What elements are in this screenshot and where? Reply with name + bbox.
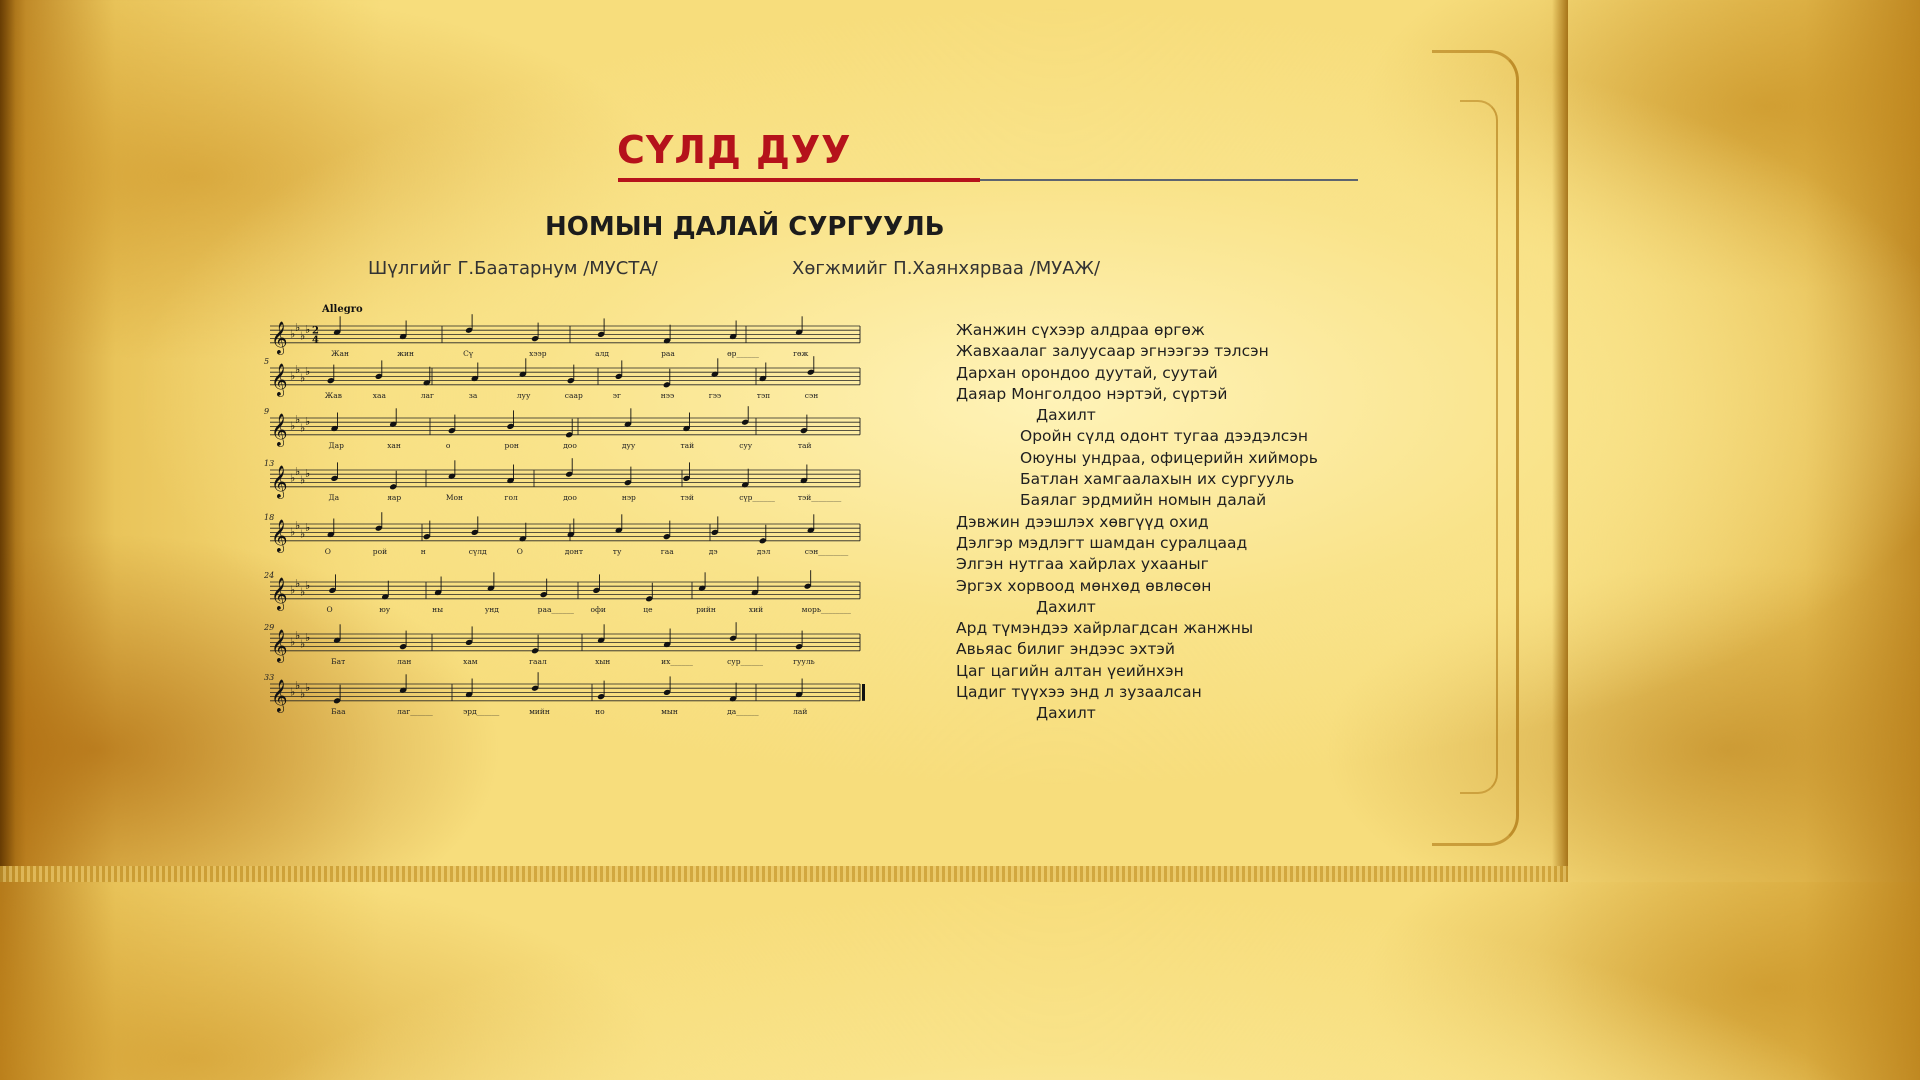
flat-icon: ♭ xyxy=(295,679,301,693)
flat-icon: ♭ xyxy=(300,527,306,541)
tempo-marking: Allegro xyxy=(322,304,363,315)
score-syllable: О xyxy=(326,604,333,614)
ornament-frame-inner xyxy=(1460,100,1498,794)
score-syllable: яар xyxy=(387,492,402,502)
flat-icon: ♭ xyxy=(305,365,311,379)
measure-number: 9 xyxy=(264,407,270,416)
lyrics-block xyxy=(956,320,1376,725)
flat-icon: ♭ xyxy=(295,363,301,377)
flat-icon: ♭ xyxy=(300,473,306,487)
treble-clef-icon: 𝄞 xyxy=(271,628,288,662)
measure-number: 5 xyxy=(264,357,270,366)
flat-icon: ♭ xyxy=(295,519,301,533)
score-syllable: доо xyxy=(563,492,577,502)
score-syllable: өр______ xyxy=(727,348,759,358)
score-syllable: дуу xyxy=(621,440,636,450)
flat-icon: ♭ xyxy=(295,321,301,335)
score-syllable: саар xyxy=(564,390,583,400)
score-syllable: тэп xyxy=(756,390,771,400)
score-syllable: тэй________ xyxy=(797,492,842,502)
score-syllable: хам xyxy=(463,656,478,666)
score-syllable: Жан xyxy=(331,348,350,358)
lyric-line: Оройн сүлд одонт тугаа дээдэлсэн xyxy=(1020,427,1308,446)
score-syllable: гээ xyxy=(708,390,722,400)
score-syllable: О xyxy=(324,546,331,556)
flat-icon: ♭ xyxy=(290,685,296,699)
measure-number: 13 xyxy=(264,459,275,468)
music-credit: Хөгжмийг П.Хаянхярваа /МУАЖ/ xyxy=(792,258,1101,279)
flat-icon: ♭ xyxy=(300,421,306,435)
flat-icon: ♭ xyxy=(290,525,296,539)
lyric-line: Цаг цагийн алтан үеийнхэн xyxy=(956,661,1184,680)
final-bar-line xyxy=(862,684,865,701)
score-syllable: хын xyxy=(595,656,611,666)
score-syllable: мын xyxy=(661,706,678,716)
score-syllable: о xyxy=(445,440,451,450)
treble-clef-icon: 𝄞 xyxy=(271,678,288,712)
flat-icon: ♭ xyxy=(290,471,296,485)
flat-icon: ♭ xyxy=(305,681,311,695)
score-syllable: раа______ xyxy=(537,604,574,614)
score-syllable: хий xyxy=(748,604,764,614)
score-syllable: рой xyxy=(372,546,388,556)
lyric-line: Дэвжин дээшлэх хөвгүүд охид xyxy=(956,512,1209,531)
flat-icon: ♭ xyxy=(300,371,306,385)
score-syllable: це xyxy=(643,604,653,614)
score-syllable: донт xyxy=(564,546,584,556)
score-syllable: лай xyxy=(793,706,808,716)
flat-icon: ♭ xyxy=(305,579,311,593)
flat-icon: ♭ xyxy=(300,687,306,701)
score-syllable: О xyxy=(516,546,523,556)
lyric-line: Эргэх хорвоод мөнхөд өвлөсөн xyxy=(956,576,1212,595)
lyric-line: Оюуны ундраа, офицерийн хийморь xyxy=(1020,448,1318,467)
score-syllable: алд xyxy=(595,348,609,358)
treble-clef-icon: 𝄞 xyxy=(271,320,288,354)
score-syllable: гаал xyxy=(529,656,547,666)
time-signature: 4 xyxy=(312,334,319,346)
score-syllable: ны xyxy=(432,604,444,614)
score-syllable: ту xyxy=(612,546,622,556)
flat-icon: ♭ xyxy=(295,465,301,479)
score-syllable: Да xyxy=(328,492,340,502)
flat-icon: ♭ xyxy=(305,631,311,645)
paper-right-edge xyxy=(1552,0,1568,882)
score-syllable: да______ xyxy=(727,706,759,716)
score-syllable: Дар xyxy=(328,440,344,450)
lyric-line: Жавхаалаг залуусаар эгнээгээ тэлсэн xyxy=(956,342,1269,361)
score-syllable: офи xyxy=(590,604,606,614)
score-syllable: Мон xyxy=(445,492,464,502)
refrain-marker: Дахилт xyxy=(1036,704,1096,723)
score-syllable: хаа xyxy=(372,390,386,400)
treble-clef-icon: 𝄞 xyxy=(271,464,288,498)
score-syllable: сүр______ xyxy=(739,492,775,502)
flat-icon: ♭ xyxy=(290,635,296,649)
score-syllable: дэл xyxy=(756,546,771,556)
lyric-line: Дэлгэр мэдлэгт шамдан суралцаад xyxy=(956,533,1248,552)
score-syllable: доо xyxy=(563,440,577,450)
treble-clef-icon: 𝄞 xyxy=(271,518,288,552)
score-syllable: гөж xyxy=(793,348,809,358)
score-syllable: хан xyxy=(387,440,401,450)
score-syllable: сэн xyxy=(804,390,819,400)
score-syllable: гаа xyxy=(660,546,674,556)
score-syllable: суу xyxy=(739,440,753,450)
lyric-line: Батлан хамгаалахын их сургууль xyxy=(1020,470,1295,489)
flat-icon: ♭ xyxy=(300,329,306,343)
lyric-line: Элгэн нутгаа хайрлах ухааныг xyxy=(956,555,1209,574)
song-subtitle: НОМЫН ДАЛАЙ СУРГУУЛЬ xyxy=(545,212,945,242)
score-syllable: рон xyxy=(504,440,519,450)
treble-clef-icon: 𝄞 xyxy=(271,576,288,610)
score-syllable: сүлд xyxy=(468,546,487,556)
paper-left-edge xyxy=(0,0,26,882)
score-syllable: рийн xyxy=(696,604,716,614)
score-syllable: н xyxy=(420,546,426,556)
score-syllable: юу xyxy=(379,604,391,614)
flat-icon: ♭ xyxy=(290,327,296,341)
score-syllable: сур______ xyxy=(727,656,764,666)
treble-clef-icon: 𝄞 xyxy=(271,362,288,396)
flat-icon: ♭ xyxy=(305,323,311,337)
score-syllable: мийн xyxy=(529,706,550,716)
title-underline-gray xyxy=(980,179,1358,181)
score-syllable: морь________ xyxy=(801,604,851,614)
lyric-line: Дархан орондоо дуутай, суутай xyxy=(956,363,1218,382)
score-syllable: эг xyxy=(612,390,621,400)
score-syllable: лаг______ xyxy=(397,706,433,716)
flat-icon: ♭ xyxy=(290,583,296,597)
score-syllable: лан xyxy=(397,656,412,666)
score-syllable: нээ xyxy=(660,390,675,400)
measure-number: 29 xyxy=(264,623,275,632)
score-syllable: раа xyxy=(661,348,675,358)
flat-icon: ♭ xyxy=(295,577,301,591)
score-syllable: Жав xyxy=(324,390,342,400)
flat-icon: ♭ xyxy=(305,521,311,535)
score-syllable: дэ xyxy=(708,546,718,556)
score-syllable: хээр xyxy=(529,348,547,358)
flat-icon: ♭ xyxy=(305,415,311,429)
flat-icon: ♭ xyxy=(300,637,306,651)
score-syllable: тай xyxy=(797,440,812,450)
time-signature: 2 xyxy=(312,325,319,337)
refrain-marker: Дахилт xyxy=(1036,597,1096,616)
score-syllable: Баа xyxy=(331,706,346,716)
lyric-line: Цадиг түүхээ энд л зузаалсан xyxy=(956,683,1202,702)
measure-number: 33 xyxy=(264,673,275,682)
score-syllable: сэн________ xyxy=(804,546,849,556)
paper-bottom-edge xyxy=(0,866,1568,882)
score-syllable: их______ xyxy=(661,656,693,666)
score-syllable: эрд______ xyxy=(463,706,500,716)
lyric-line: Даяар Монголдоо нэртэй, сүртэй xyxy=(956,384,1228,403)
score-syllable: тай xyxy=(680,440,695,450)
refrain-marker: Дахилт xyxy=(1036,406,1096,425)
measure-number: 24 xyxy=(264,571,275,580)
flat-icon: ♭ xyxy=(305,467,311,481)
score-syllable: жин xyxy=(397,348,415,358)
lyrics-credit: Шүлгийг Г.Баатарнум /МУСТА/ xyxy=(368,258,658,279)
treble-clef-icon: 𝄞 xyxy=(271,412,288,446)
score-syllable: лаг xyxy=(420,390,434,400)
score-syllable: тэй xyxy=(680,492,694,502)
flat-icon: ♭ xyxy=(290,419,296,433)
flat-icon: ♭ xyxy=(295,629,301,643)
measure-number: 18 xyxy=(264,513,275,522)
score-syllable: луу xyxy=(516,390,531,400)
flat-icon: ♭ xyxy=(295,413,301,427)
score-syllable: гууль xyxy=(793,656,815,666)
score-syllable: унд xyxy=(484,604,499,614)
score-syllable: Сү xyxy=(463,348,474,358)
score-syllable: но xyxy=(595,706,605,716)
sheet-music-score xyxy=(262,300,882,740)
lyric-line: Авьяас билиг эндээс эхтэй xyxy=(956,640,1175,659)
lyric-line: Ард түмэндээ хайрлагдсан жанжны xyxy=(956,619,1254,638)
page-title: СҮЛД ДУУ xyxy=(617,128,852,172)
score-syllable: за xyxy=(468,390,478,400)
score-syllable: гол xyxy=(504,492,518,502)
flat-icon: ♭ xyxy=(290,369,296,383)
lyric-line: Баялаг эрдмийн номын далай xyxy=(1020,491,1267,510)
lyric-line: Жанжин сүхээр алдраа өргөж xyxy=(956,321,1205,339)
score-syllable: Бат xyxy=(331,656,346,666)
flat-icon: ♭ xyxy=(300,585,306,599)
score-syllable: нэр xyxy=(621,492,636,502)
title-underline-red xyxy=(618,178,980,182)
